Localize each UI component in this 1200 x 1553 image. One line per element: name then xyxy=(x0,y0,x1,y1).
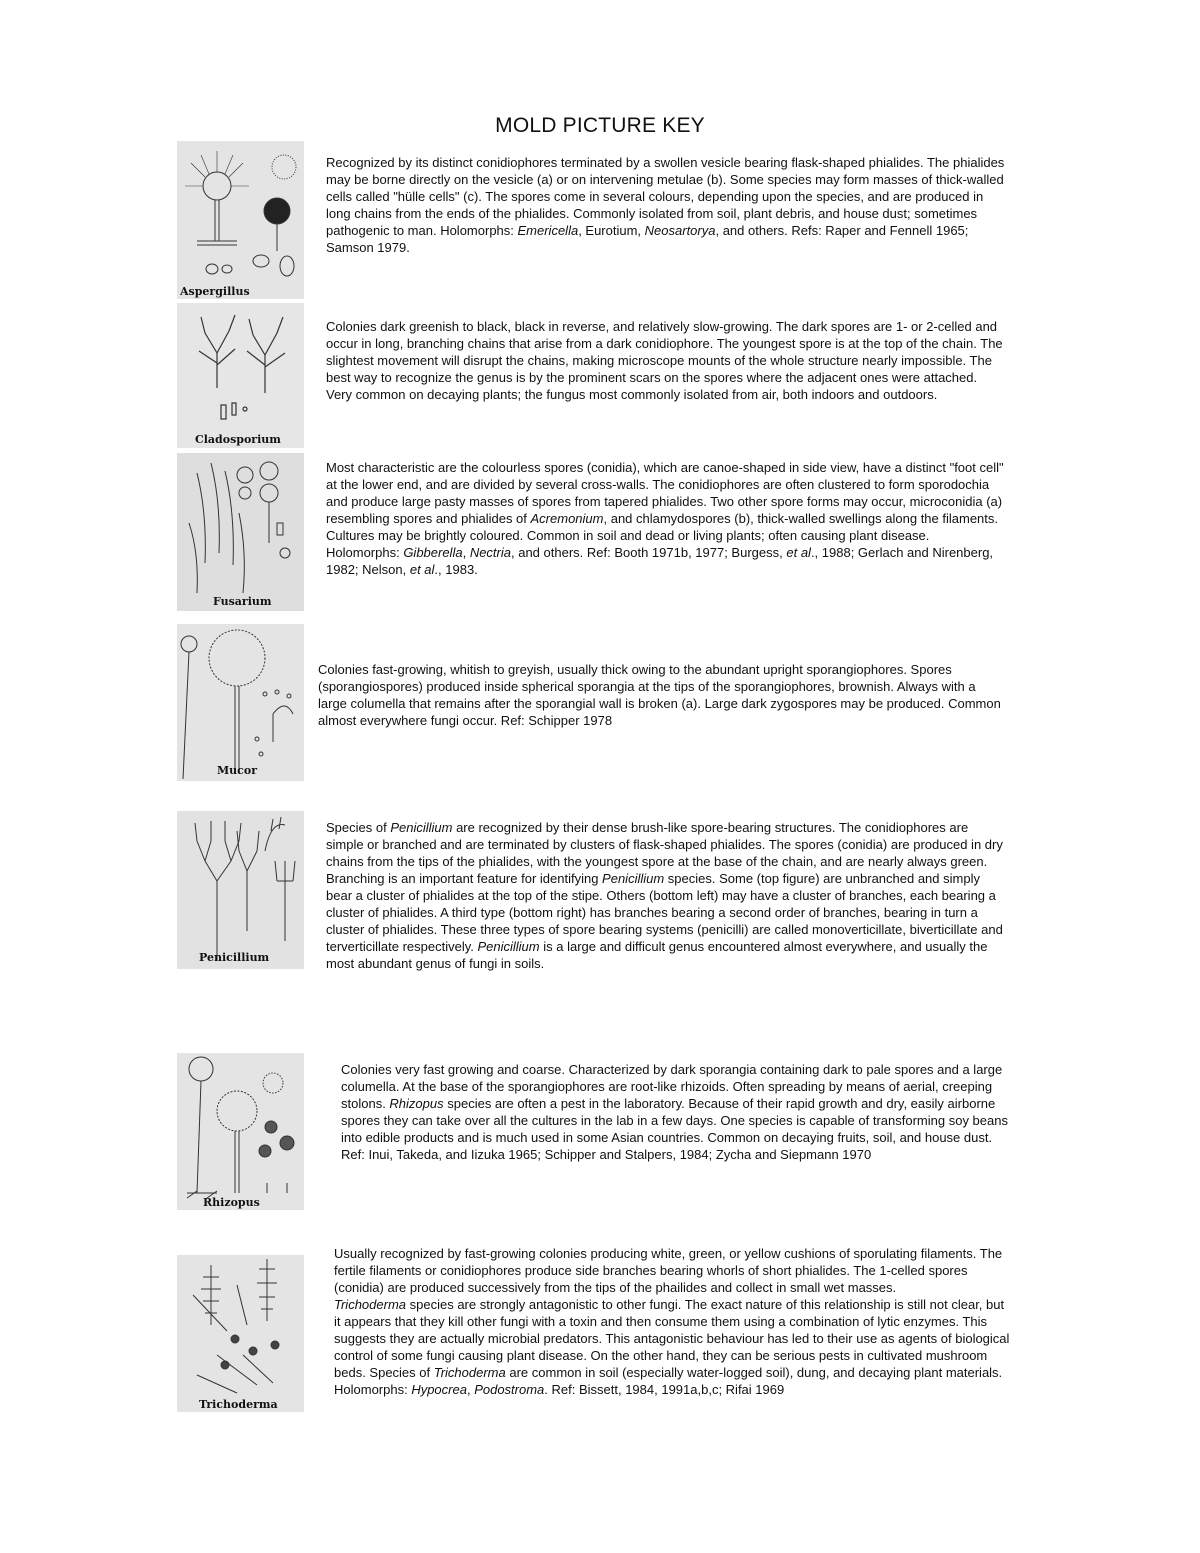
italic-term: Trichoderma xyxy=(334,1297,407,1312)
fusarium-illustration xyxy=(177,453,304,611)
text-run: ., 1988; Gerlach and Nirenberg, 1982; Nelson, xyxy=(326,545,994,577)
mucor-description xyxy=(318,661,1008,729)
page-title: MOLD PICTURE KEY xyxy=(495,114,705,137)
italic-term: Penicillium xyxy=(602,871,665,886)
text-run: species. Some (top figure) are unbranched and simply bear a cluster of phialides at the top of the stipe. Others (bottom left) may have a cluster of branches, each bearing a cluster of phialides. A third type (bottom right) has branches bearing a second order of branches, bearing in turn a cluster of phialides. These three types of spore bearing systems (penicilli) are called monoverticillate, biverticillate and terverticillate respectively. xyxy=(326,871,1003,954)
rhizopus-description xyxy=(341,1061,1015,1163)
text-run: , and others. Ref: Booth 1971b, 1977; Burgess, xyxy=(511,545,787,560)
italic-term: Rhizopus xyxy=(389,1096,444,1111)
text-run: is a large and difficult genus encountered almost everywhere, and usually the most abundant genus of fungi in soils. xyxy=(326,939,988,971)
italic-term: Emericella xyxy=(517,223,579,238)
text-run: , Eurotium, xyxy=(578,223,645,238)
illustration-caption: Mucor xyxy=(217,764,258,777)
mucor-illustration xyxy=(177,624,304,781)
text-run: , xyxy=(462,545,470,560)
text-run: species are often a pest in the laboratory. Because of their rapid growth and dry, easily airborne spores they can take over all the cultures in the lab in a few days. One species is capable of transforming soy beans into edible products and is much used in some Asian countries. Common on decaying fruits, soil, and house dust. Ref: Inui, Takeda, and Iizuka 1965; Schipper and Stalpers, 1984; Zycha and Siepmann 1970 xyxy=(341,1096,1008,1162)
italic-term: Acremonium xyxy=(530,511,604,526)
illustration-caption: Fusarium xyxy=(213,595,272,608)
description-paragraph xyxy=(326,819,1006,972)
text-run: Most characteristic are the colourless spores (conidia), which are canoe-shaped in side view, have a distinct "foot cell" at the lower end, and are divided by several cross-walls. The conidiophores are often clustered to form sporodochia and produce large pasty masses of spores from tapered phialides. Two other spore forms may occur, microconidia (a) resembling spores and phialides of xyxy=(326,460,1004,526)
description-paragraph xyxy=(318,661,1008,729)
description-paragraph xyxy=(326,318,1006,403)
text-run: Colonies fast-growing, whitish to greyish, usually thick owing to the abundant upright sporangiophores. Spores (sporangiospores) produced inside spherical sporangia at the tips of the sporangiophores, brownish. Always with a large columella that remains after the sporangial wall is broken (a). Large dark zygospores may be produced. Common almost everywhere fungi occur. Ref: Schipper 1978 xyxy=(318,662,1001,728)
rhizopus-illustration xyxy=(177,1053,304,1210)
description-paragraph xyxy=(326,459,1006,578)
italic-term: Penicillium xyxy=(390,820,453,835)
penicillium-description xyxy=(326,819,1006,972)
aspergillus-illustration xyxy=(177,141,304,299)
aspergillus-description xyxy=(326,154,1006,256)
text-run: , and others. Refs: Raper and Fennell 1965; Samson 1979. xyxy=(326,223,969,255)
italic-term: et al xyxy=(409,562,435,577)
illustration-caption: Aspergillus xyxy=(180,285,250,298)
text-run: Species of xyxy=(326,820,391,835)
text-run: Recognized by its distinct conidiophores terminated by a swollen vesicle bearing flask-shaped phialides. The phialides may be borne directly on the vesicle (a) or on intervening metulae (b). Some species may form masses of thick-walled cells called "hülle cells" (c). The spores come in several colours, depending upon the species, and are produced in long chains from the ends of the phialides. Commonly isolated from soil, plant debris, and house dust; sometimes pathogenic to man. Holomorphs: xyxy=(326,155,1005,238)
italic-term: Hypocrea xyxy=(411,1382,467,1397)
trichoderma-illustration xyxy=(177,1255,304,1412)
text-run: are recognized by their dense brush-like spore-bearing structures. The conidiophores are simple or branched and are terminated by clusters of flask-shaped phialides. The spores (conidia) are produced in dry chains from the tips of the phialides, with the youngest spore at the base of the chain, and are nearly always green. Branching is an important feature for identifying xyxy=(326,820,1003,886)
italic-term: et al xyxy=(786,545,811,560)
illustration-caption: Rhizopus xyxy=(203,1196,260,1209)
description-paragraph xyxy=(341,1061,1015,1163)
text-run: are common in soil (especially water-logged soil), dung, and decaying plant materials. Holomorphs: xyxy=(334,1365,1003,1397)
italic-term: Gibberella xyxy=(403,545,463,560)
italic-term: Neosartorya xyxy=(644,223,716,238)
trichoderma-description xyxy=(334,1245,1010,1398)
italic-term: Penicillium xyxy=(477,939,540,954)
text-run: Colonies very fast growing and coarse. Characterized by dark sporangia containing dark to pale spores and a large columella. At the base of the sporangiophores are root-like rhizoids. Often spreading by means of aerial, creeping stolons. xyxy=(341,1062,1003,1111)
italic-term: Trichoderma xyxy=(433,1365,506,1380)
text-run: Usually recognized by fast-growing colonies producing white, green, or yellow cushions of sporulating filaments. The fertile filaments or conidiophores produce side branches bearing whorls of short phialides. The 1-celled spores (conidia) are produced successively from the tips of the phailides and collect in small wet masses. xyxy=(334,1246,1003,1295)
penicillium-illustration xyxy=(177,811,304,969)
text-run: , and chlamydospores (b), thick-walled swellings along the filaments. Cultures may be brightly coloured. Common in soil and dead or living plants; often causing plant disease. Holomorphs: xyxy=(326,511,999,560)
text-run: . Ref: Bissett, 1984, 1991a,b,c; Rifai 1969 xyxy=(544,1382,785,1397)
text-run: species are strongly antagonistic to other fungi. The exact nature of this relationship is still not clear, but it appears that they kill other fungi with a toxin and then consume them using a combination of lytic enzymes. This suggests they are actually microbial predators. This antagonistic behaviour has led to their use as agents of biological control of some fungi causing plant disease. On the other hand, they can be serious pests in cultivated mushroom beds. Species of xyxy=(334,1297,1010,1380)
cladosporium-description xyxy=(326,318,1006,403)
text-run: ., 1983. xyxy=(434,562,478,577)
italic-term: Podostroma xyxy=(474,1382,545,1397)
text-run: , xyxy=(466,1382,475,1397)
description-paragraph xyxy=(334,1245,1010,1296)
illustration-caption: Cladosporium xyxy=(195,433,281,446)
description-paragraph xyxy=(326,154,1006,256)
fusarium-description xyxy=(326,459,1006,578)
text-run: Colonies dark greenish to black, black in reverse, and relatively slow-growing. The dark spores are 1- or 2-celled and occur in long, branching chains that arise from a dark conidiophore. The youngest spore is at the top of the chain. The slightest movement will disrupt the chains, making microscope mounts of the whole structure nearly impossible. The best way to recognize the genus is by the prominent scars on the spores where the adjacent ones were attached. Very common on decaying plants; the fungus most commonly isolated from air, both indoors and outdoors. xyxy=(326,319,1003,402)
illustration-caption: Trichoderma xyxy=(199,1398,278,1411)
cladosporium-illustration xyxy=(177,303,304,448)
illustration-caption: Penicillium xyxy=(199,951,270,964)
description-paragraph xyxy=(334,1296,1010,1398)
italic-term: Nectria xyxy=(469,545,511,560)
